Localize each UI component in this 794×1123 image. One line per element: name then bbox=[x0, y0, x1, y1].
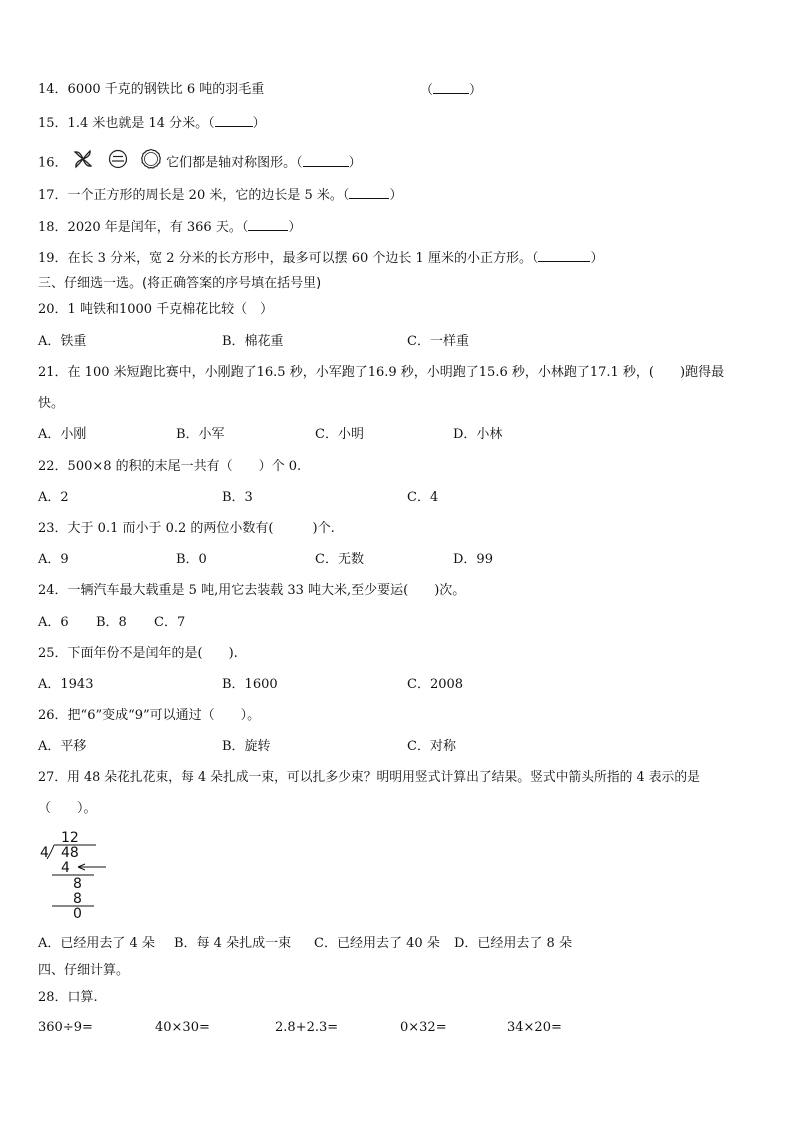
q23-option-b[interactable]: B．0 bbox=[176, 552, 207, 567]
q24-option-c[interactable]: C．7 bbox=[154, 615, 186, 630]
q25-option-c[interactable]: C．2008 bbox=[407, 677, 464, 692]
answer-blank[interactable] bbox=[433, 81, 469, 94]
question-14-answer[interactable]: （ ） bbox=[420, 83, 483, 98]
calc-item-3: 2.8+2.3= bbox=[275, 1020, 339, 1035]
q21-option-d[interactable]: D．小林 bbox=[453, 427, 503, 442]
q23-option-a[interactable]: A．9 bbox=[38, 552, 69, 567]
answer-blank[interactable] bbox=[303, 154, 349, 167]
question-14 bbox=[38, 81, 264, 99]
section-4-heading: 四、仔细计算。 bbox=[38, 963, 130, 978]
q21-option-c[interactable]: C．小明 bbox=[315, 427, 364, 442]
pinwheel-icon bbox=[72, 148, 94, 178]
q20-option-c[interactable]: C．一样重 bbox=[407, 334, 469, 349]
question-14-text: 14．6000 千克的钢铁比 6 吨的羽毛重 bbox=[38, 82, 265, 97]
question-27-line-1: 27．用 48 朵花扎花束，每 4 朵扎成一束，可以扎多少束？明明用竖式计算出了结果。竖式中箭头所指的 4 表示的是 bbox=[38, 770, 700, 785]
answer-blank[interactable] bbox=[215, 114, 253, 127]
q20-option-a[interactable]: A．铁重 bbox=[38, 334, 87, 349]
q22-option-c[interactable]: C．4 bbox=[407, 490, 439, 505]
q27-option-d[interactable]: D．已经用去了 8 朵 bbox=[454, 936, 572, 951]
step-3-product: 8 bbox=[73, 891, 82, 907]
calc-item-4: 0×32= bbox=[400, 1020, 447, 1035]
calc-item-5: 34×20= bbox=[507, 1020, 562, 1035]
q22-option-a[interactable]: A．2 bbox=[38, 490, 69, 505]
calc-item-2: 40×30= bbox=[155, 1020, 210, 1035]
dividend: 48 bbox=[61, 845, 79, 861]
question-15: 15．1.4 米也就是 14 分米。（ ） bbox=[38, 116, 266, 131]
q22-option-b[interactable]: B．3 bbox=[222, 490, 253, 505]
q25-option-b[interactable]: B．1600 bbox=[222, 677, 278, 692]
question-21-line-1: 21．在 100 米短跑比赛中，小刚跑了16.5 秒，小军跑了16.9 秒，小明跑了15.6 秒，小林跑了17.1 秒，( )跑得最 bbox=[38, 365, 725, 380]
divisor: 4 bbox=[40, 845, 49, 861]
q26-option-a[interactable]: A．平移 bbox=[38, 739, 87, 754]
question-21-line-2: 快。 bbox=[38, 396, 65, 411]
answer-blank[interactable] bbox=[538, 249, 590, 262]
question-18: 18．2020 年是闰年，有 366 天。（ ） bbox=[38, 220, 302, 235]
question-28: 28．口算. bbox=[38, 990, 98, 1005]
q23-option-d[interactable]: D．99 bbox=[453, 552, 493, 567]
final-remainder: 0 bbox=[73, 906, 82, 922]
q24-option-a[interactable]: A．6 bbox=[38, 615, 69, 630]
question-27-line-2: （ ）。 bbox=[38, 801, 97, 816]
answer-blank[interactable] bbox=[349, 186, 389, 199]
step-2-remainder: 8 bbox=[73, 876, 82, 892]
q24-option-b[interactable]: B．8 bbox=[96, 615, 127, 630]
ruffled-circle-icon bbox=[140, 148, 162, 178]
q27-option-a[interactable]: A．已经用去了 4 朵 bbox=[38, 936, 155, 951]
q27-option-c[interactable]: C．已经用去了 40 朵 bbox=[314, 936, 440, 951]
quotient: 12 bbox=[61, 830, 79, 846]
question-23: 23．大于 0.1 而小于 0.2 的两位小数有( )个. bbox=[38, 521, 335, 536]
q27-option-b[interactable]: B．每 4 朵扎成一束 bbox=[174, 936, 292, 951]
question-22: 22．500×8 的积的末尾一共有（ ）个 0. bbox=[38, 459, 302, 474]
question-24: 24．一辆汽车最大载重是 5 吨,用它去装载 33 吨大米,至少要运( )次。 bbox=[38, 583, 466, 598]
q25-option-a[interactable]: A．1943 bbox=[38, 677, 94, 692]
long-division-diagram bbox=[30, 826, 150, 926]
question-19: 19．在长 3 分米，宽 2 分米的长方形中，最多可以摆 60 个边长 1 厘米的小正方形。（ ） bbox=[38, 251, 604, 266]
question-25: 25．下面年份不是闰年的是( ). bbox=[38, 646, 238, 661]
q26-option-c[interactable]: C．对称 bbox=[407, 739, 456, 754]
q23-option-c[interactable]: C．无数 bbox=[315, 552, 364, 567]
q26-option-b[interactable]: B．旋转 bbox=[222, 739, 271, 754]
q20-option-b[interactable]: B．棉花重 bbox=[222, 334, 284, 349]
answer-blank[interactable] bbox=[248, 218, 288, 231]
question-20: 20．1 吨铁和1000 千克棉花比较（ ） bbox=[38, 302, 274, 317]
q21-option-b[interactable]: B．小军 bbox=[176, 427, 225, 442]
section-3-heading: 三、仔细选一选。(将正确答案的序号填在括号里) bbox=[38, 276, 322, 291]
calc-item-1: 360÷9= bbox=[38, 1020, 93, 1035]
circle-with-lines-icon bbox=[108, 149, 128, 177]
q21-option-a[interactable]: A．小刚 bbox=[38, 427, 87, 442]
question-16: 16． 它们都是轴对称图形。（ ） bbox=[38, 148, 362, 178]
question-17: 17．一个正方形的周长是 20 米，它的边长是 5 米。（ ） bbox=[38, 188, 403, 203]
step-1-product: 4 bbox=[61, 860, 70, 876]
question-26: 26．把“6”变成“9”可以通过（ ）。 bbox=[38, 708, 261, 723]
